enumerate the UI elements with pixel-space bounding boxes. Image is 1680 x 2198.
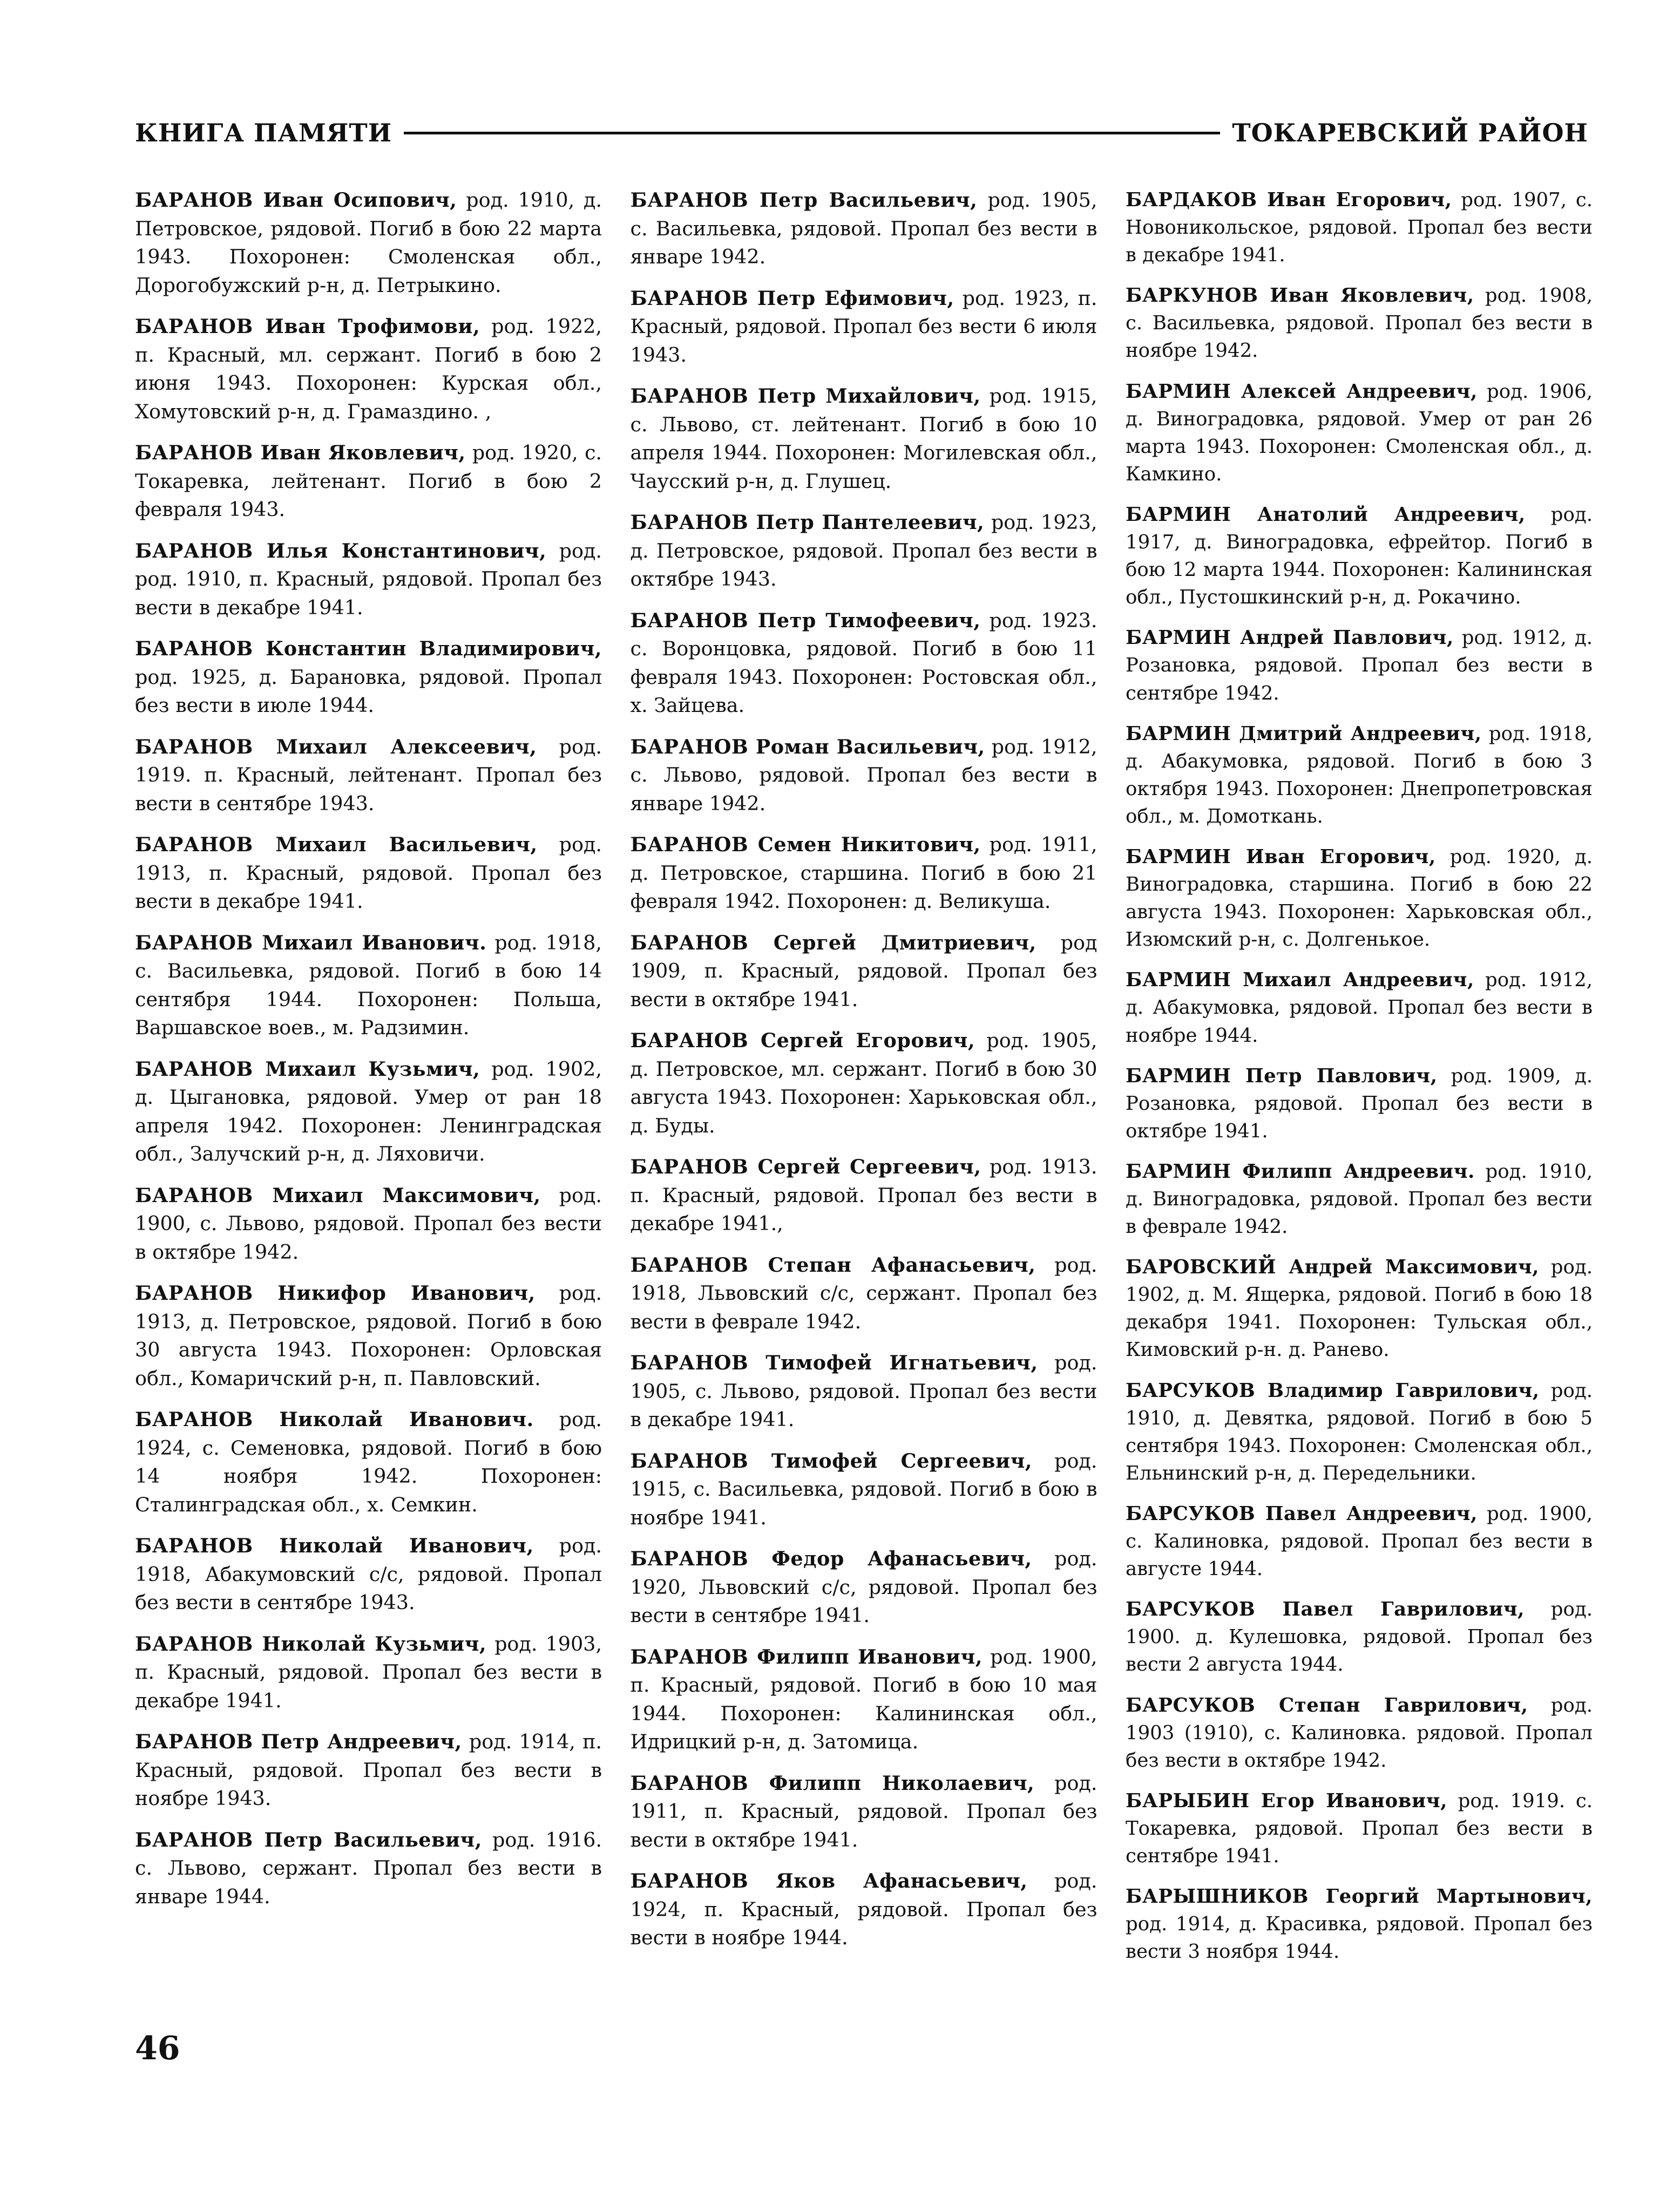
entry-name: БАРАНОВ Иван Осипович, [135,188,457,212]
memorial-entry [1126,720,1593,830]
entry-details: род. 1911, д. Петровское, старшина. Погиб в бою 21 февраля 1942. Похоронен: д. Великуша. [630,833,1098,913]
entry-name: БАРАНОВ Михаил Алексеевич, [135,735,537,758]
memorial-entry [1126,1692,1593,1774]
entry-name: БАРАНОВ Петр Васильевич, [630,188,978,212]
entry-name: БАРМИН Андрей Павлович, [1126,627,1454,649]
entry-details: род. 1913. п. Красный, рядовой. Пропал без вести в декабре 1941., [630,1155,1098,1235]
entry-details: род. 1914, п. Красный, рядовой. Пропал без вести в ноябре 1943. [135,1730,602,1810]
entry-details: род. 1908, с. Васильевка, рядовой. Пропал без вести в ноябре 1942. [1126,284,1593,362]
memorial-entry [135,1532,602,1617]
entry-name: БАРАНОВ Николай Иванович. [135,1408,534,1431]
memorial-entry [631,382,1098,496]
memorial-entry [135,733,602,818]
header-rule [404,132,1220,134]
entry-details: род. 1900, с. Львово, рядовой. Пропал без вести в октябре 1942. [135,1183,602,1264]
entry-name: БАРСУКОВ Владимир Гаврилович, [1126,1379,1540,1402]
column-3 [1126,186,1593,1978]
memorial-entry [135,186,602,300]
memorial-entry [1126,1377,1593,1487]
entry-details: род. 1918, Абакумовский с/с, рядовой. Пропал без вести в сентябре 1943. [135,1534,602,1614]
memorial-entry [1126,624,1593,707]
memorial-entry [1126,1787,1593,1870]
memorial-entry [631,1349,1098,1434]
memorial-entry [631,1867,1098,1952]
page-number: 46 [135,2030,180,2067]
entry-name: БАРАНОВ Сергей Сергеевич, [630,1155,981,1178]
entry-details: род. 1915, с. Васильевка, рядовой. Погиб в бою в ноябре 1941. [630,1449,1098,1529]
entry-details: род. 1912, д. Розановка, рядовой. Пропал без вести в сентябре 1942. [1126,627,1593,704]
memorial-entry [1126,186,1593,269]
entry-details: род. 1902, д. Цыгановка, рядовой. Умер от ран 18 апреля 1942. Похоронен: Ленинградская обл., Залучский р-н, д. Ляховичи. [135,1057,602,1165]
memorial-entry [631,1447,1098,1532]
entry-details: род. 1910, д. Петровское, рядовой. Погиб в бою 22 марта 1943. Похоронен: Смоленская обл., Дорогобужский р-н, д. Петрыкино. [135,188,602,297]
memorial-entry [135,1182,602,1267]
entry-name: БАРАНОВ Иван Трофимови, [135,315,480,338]
memorial-entry [1126,1253,1593,1363]
entry-details: род. 1925, д. Барановка, рядовой. Пропал без вести в июле 1944. [135,665,602,717]
entry-name: БАРСУКОВ Павел Гаврилович, [1126,1598,1525,1621]
entry-name: БАРАНОВ Петр Тимофеевич, [630,608,981,632]
entry-name: БАРМИН Дмитрий Андреевич, [1126,722,1482,745]
entry-name: БАРАНОВ Филипп Иванович, [630,1645,983,1668]
entry-details: род. 1923. с. Воронцовка, рядовой. Погиб в бою 11 февраля 1943. Похоронен: Ростовская обл., х. Зайцева. [630,608,1098,717]
entry-details: род. 1923, д. Петровское, рядовой. Пропал без вести в октябре 1943. [630,511,1098,591]
entry-name: БАРАНОВ Семен Никитович, [630,833,981,856]
entry-details: род. род. 1910, п. Красный, рядовой. Пропал без вести в декабре 1941. [135,539,602,619]
memorial-entry [135,439,602,524]
district-title: ТОКАРЕВСКИЙ РАЙОН [1232,118,1588,147]
memorial-entry [631,1643,1098,1756]
memorial-entry [631,1769,1098,1855]
entry-name: БАРАНОВ Михаил Максимович, [135,1183,541,1207]
entry-name: БАРАНОВ Петр Ефимович, [630,286,954,310]
entry-name: БАРМИН Филипп Андреевич. [1126,1160,1475,1183]
entry-details: род. 1909, д. Розановка, рядовой. Пропал без вести в октябре 1941. [1126,1064,1593,1142]
entry-name: БАРАНОВ Петр Васильевич, [135,1828,482,1851]
entry-details: род 1909, п. Красный, рядовой. Пропал без вести в октябре 1941. [630,931,1098,1011]
entry-details: род. 1910, д. Девятка, рядовой. Погиб в бою 5 сентября 1943. Похоронен: Смоленская обл., Ельнинский р-н, д. Передельники. [1126,1379,1593,1484]
entry-details: род. 1911, п. Красный, рядовой. Пропал без вести в октябре 1941. [630,1771,1098,1851]
entry-name: БАРАНОВ Степан Афанасьевич, [630,1253,1036,1277]
entry-details: род. 1900, с. Калиновка, рядовой. Пропал без вести в августе 1944. [1126,1502,1593,1580]
memorial-entry [1126,1062,1593,1145]
entry-details: род. 1905, с. Львово, рядовой. Пропал без вести в декабре 1941. [630,1351,1098,1431]
entry-details: род. 1902, д. М. Ящерка, рядовой. Погиб в бою 18 декабря 1941. Похоронен: Тульская обл., Кимовский р-н. д. Ранево. [1126,1256,1593,1361]
memorial-entry [1126,378,1593,488]
entry-name: БАРАНОВ Роман Васильевич, [630,735,985,758]
memorial-entry [631,929,1098,1014]
book-title: КНИГА ПАМЯТИ [135,118,392,147]
memorial-entry [135,831,602,916]
entries-columns [135,186,1593,1978]
entry-details: род. 1914, д. Красивка, рядовой. Пропал без вести 3 ноября 1944. [1126,1913,1593,1963]
entry-name: БАРКУНОВ Иван Яковлевич, [1126,284,1474,307]
memorial-entry [135,1630,602,1715]
memorial-entry [631,1545,1098,1630]
memorial-entry [135,1406,602,1519]
memorial-entry [631,1027,1098,1140]
entry-name: БАРАНОВ Михаил Кузьмич, [135,1057,480,1081]
entry-name: БАРАНОВ Яков Афанасьевич, [630,1869,1028,1892]
entry-details: род. 1915, с. Львово, ст. лейтенант. Погиб в бою 10 апреля 1944. Похоронен: Могилевская обл., Чаусский р-н, д. Глушец. [630,384,1098,493]
entry-name: БАРАНОВ Никифор Иванович, [135,1281,536,1305]
memorial-entry [631,284,1098,370]
memorial-entry [135,537,602,622]
entry-details: род. 1923, п. Красный, рядовой. Пропал без вести 6 июля 1943. [630,286,1098,367]
entry-details: род. 1918, с. Васильевка, рядовой. Погиб в бою 14 сентября 1944. Похоронен: Польша, Варшавское воев., м. Радзимин. [135,931,602,1039]
memorial-entry [135,1728,602,1813]
entry-details: род. 1916. с. Львово, сержант. Пропал без вести в январе 1944. [135,1828,602,1908]
entry-name: БАРАНОВ Николай Кузьмич, [135,1632,487,1656]
memorial-entry [1126,501,1593,611]
memorial-entry [135,313,602,426]
entry-details: род. 1917, д. Виноградовка, ефрейтор. Погиб в бою 12 марта 1944. Похоронен: Калининская обл., Пустошкинский р-н, д. Рокачино. [1126,503,1593,609]
entry-name: БАРДАКОВ Иван Егорович, [1126,189,1452,211]
entry-name: БАРАНОВ Михаил Васильевич, [135,833,538,856]
memorial-entry [631,1251,1098,1337]
memorial-entry [631,831,1098,916]
entry-name: БАРАНОВ Тимофей Сергеевич, [630,1449,1033,1473]
entry-name: БАРМИН Алексей Андреевич, [1126,380,1478,403]
memorial-entry [1126,282,1593,364]
entry-name: БАРАНОВ Петр Андреевич, [135,1730,462,1753]
entry-name: БАРАНОВ Михаил Иванович. [135,931,487,954]
running-header [135,117,1588,149]
memorial-entry [1126,1500,1593,1583]
column-2 [631,186,1098,1978]
entry-details: род. 1907, с. Новоникольское, рядовой. Пропал без вести в декабре 1941. [1126,189,1593,267]
entry-name: БАРАНОВ Николай Иванович, [135,1534,534,1557]
entry-details: род. 1903 (1910), с. Калиновка. рядовой. Пропал без вести в октябре 1942. [1126,1694,1593,1772]
entry-details: род. 1913, п. Красный, рядовой. Пропал без вести в декабре 1941. [135,833,602,913]
entry-name: БАРАНОВ Тимофей Игнатьевич, [630,1351,1038,1374]
memorial-entry [1126,1883,1593,1965]
memorial-entry [135,1055,602,1169]
entry-name: БАРАНОВ Петр Михайлович, [630,384,981,408]
entry-details: род. 1900. д. Кулешовка, рядовой. Пропал без вести 2 августа 1944. [1126,1598,1593,1676]
entry-details: род. 1910, д. Виноградовка, рядовой. Пропал без вести в феврале 1942. [1126,1160,1593,1238]
entry-name: БАРАНОВ Илья Константинович, [135,539,547,562]
memorial-entry [631,1153,1098,1238]
entry-name: БАРЫШНИКОВ Георгий Мартынович, [1126,1885,1593,1908]
entry-details: род. 1918, Львовский с/с, сержант. Пропал без вести в феврале 1942. [630,1253,1098,1333]
entry-details: род. 1924, с. Семеновка, рядовой. Погиб в бою 14 ноября 1942. Похоронен: Сталинградская обл., х. Семкин. [135,1408,602,1516]
entry-details: род. 1906, д. Виноградовка, рядовой. Умер от ран 26 марта 1943. Похоронен: Смоленская обл., д. Камкино. [1126,380,1593,485]
entry-name: БАРЫБИН Егор Иванович, [1126,1789,1447,1812]
memorial-entry [631,508,1098,594]
memorial-entry [135,635,602,720]
entry-details: род. 1912, д. Абакумовка, рядовой. Пропал без вести в ноябре 1944. [1126,969,1593,1047]
entry-name: БАРМИН Иван Егорович, [1126,845,1436,868]
column-1 [135,186,602,1978]
entry-details: род. 1913, д. Петровское, рядовой. Погиб в бою 30 августа 1943. Похоронен: Орловская обл., Комаричский р-н, п. Павловский. [135,1281,602,1390]
entry-name: БАРАНОВ Петр Пантелеевич, [630,511,985,534]
memorial-entry [135,1826,602,1911]
entry-name: БАРАНОВ Федор Афанасьевич, [630,1547,1032,1570]
entry-details: род. 1919. п. Красный, лейтенант. Пропал без вести в сентябре 1943. [135,735,602,815]
entry-details: род. 1900, п. Красный, рядовой. Погиб в бою 10 мая 1944. Похоронен: Калининская обл., Идрицкий р-н, д. Затомица. [630,1645,1098,1753]
entry-details: род. 1918, д. Абакумовка, рядовой. Погиб в бою 3 октября 1943. Похоронен: Днепропетровская обл., м. Домоткань. [1126,722,1593,827]
memorial-entry [631,186,1098,272]
entry-name: БАРАНОВ Сергей Дмитриевич, [630,931,1037,954]
entry-details: род. 1920, Львовский с/с, рядовой. Пропал без вести в сентябре 1941. [630,1547,1098,1627]
memorial-entry [135,929,602,1042]
entry-name: БАРАНОВ Филипп Николаевич, [630,1771,1035,1795]
entry-name: БАРАНОВ Константин Владимирович, [135,637,602,660]
entry-name: БАРМИН Анатолий Андреевич, [1126,503,1526,526]
entry-details: род. 1920, с. Токаревка, лейтенант. Погиб в бою 2 февраля 1943. [135,441,602,521]
entry-details: род. 1903, п. Красный, рядовой. Пропал без вести в декабре 1941. [135,1632,602,1712]
entry-details: род. 1905, д. Петровское, мл. сержант. Погиб в бою 30 августа 1943. Похоронен: Харьковская обл., д. Буды. [630,1029,1098,1137]
entry-details: род. 1919. с. Токаревка, рядовой. Пропал без вести в сентябре 1941. [1126,1789,1593,1867]
entry-name: БАРМИН Петр Павлович, [1126,1064,1438,1087]
entry-name: БАРСУКОВ Павел Андреевич, [1126,1502,1478,1525]
entry-details: род. 1924, п. Красный, рядовой. Пропал без вести в ноябре 1944. [630,1869,1098,1949]
memorial-entry [631,733,1098,818]
entry-name: БАРОВСКИЙ Андрей Максимович, [1126,1256,1540,1279]
memorial-entry [1126,843,1593,953]
memorial-entry [631,607,1098,720]
memorial-entry [1126,1596,1593,1678]
entry-name: БАРАНОВ Иван Яковлевич, [135,441,466,464]
memorial-entry [1126,1158,1593,1240]
entry-details: род. 1912, с. Львово, рядовой. Пропал без вести в январе 1942. [630,735,1098,815]
entry-name: БАРАНОВ Сергей Егорович, [630,1029,976,1052]
entry-details: род. 1920, д. Виноградовка, старшина. Погиб в бою 22 августа 1943. Похоронен: Харьковская обл., Изюмский р-н, с. Долгенькое. [1126,845,1593,951]
memorial-entry [1126,966,1593,1049]
entry-details: род. 1922, п. Красный, мл. сержант. Погиб в бою 2 июня 1943. Похоронен: Курская обл., Хомутовский р-н, д. Грамаздино. , [135,315,602,423]
memorial-entry [135,1279,602,1393]
entry-name: БАРМИН Михаил Андреевич, [1126,969,1474,992]
entry-name: БАРСУКОВ Степан Гаврилович, [1126,1694,1528,1717]
entry-details: род. 1905, с. Васильевка, рядовой. Пропал без вести в январе 1942. [630,188,1098,268]
